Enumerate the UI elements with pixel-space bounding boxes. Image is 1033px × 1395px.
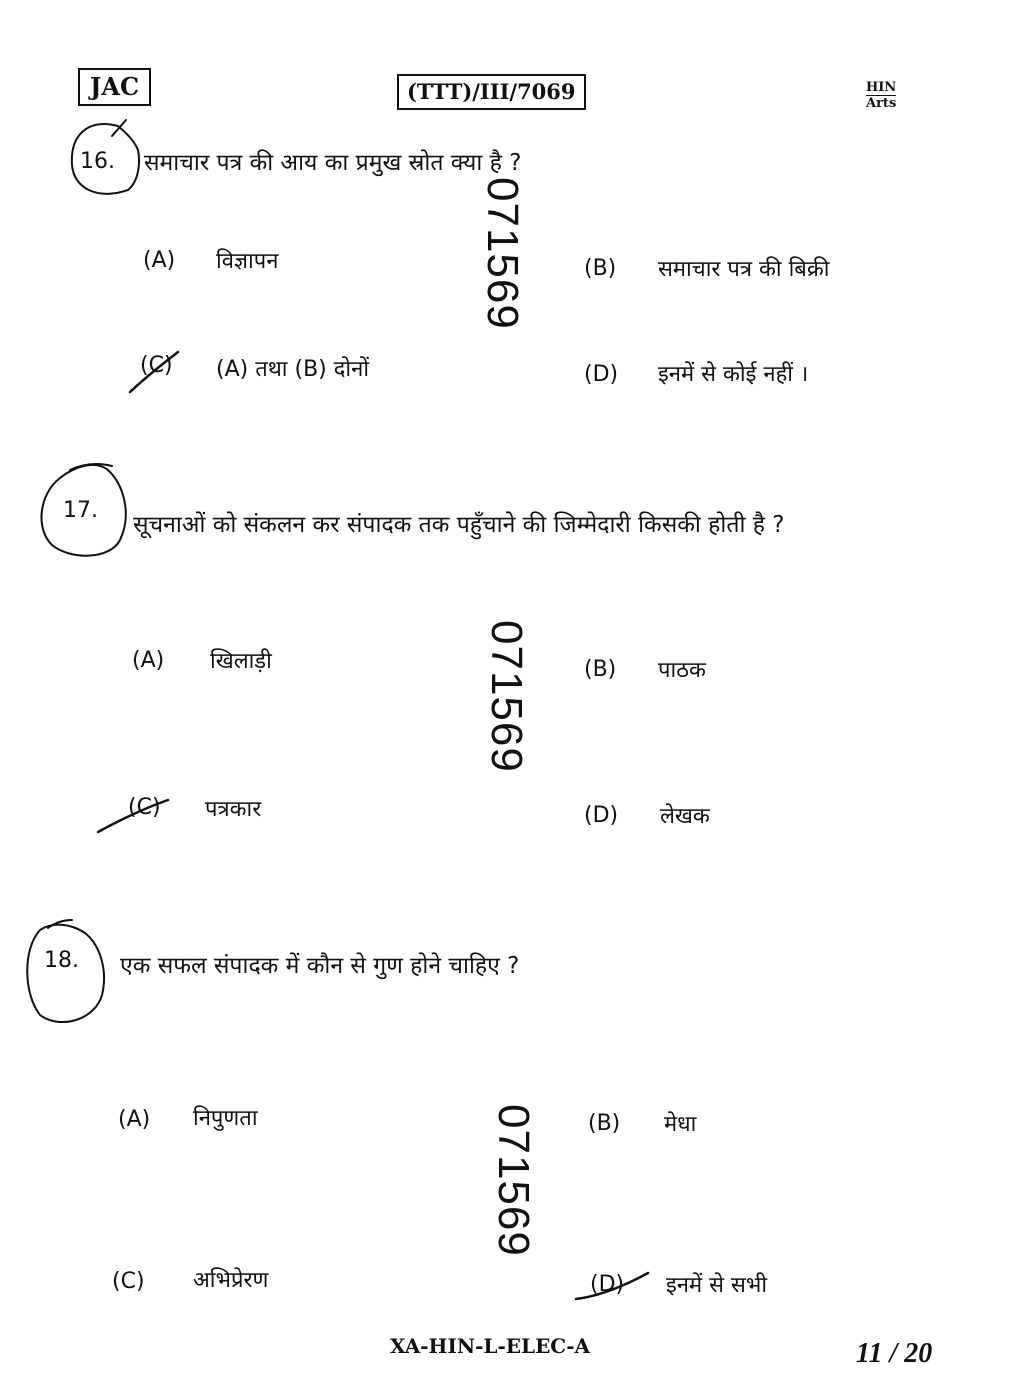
q17-option-c-label: (C) — [128, 795, 161, 820]
q17-option-d-label: (D) — [584, 803, 619, 828]
question-18-number: 18. — [44, 948, 79, 973]
q16-circle-mark — [72, 124, 139, 194]
q17-serial-stamp: 071569 — [482, 620, 531, 773]
q16-option-c-label: (C) — [140, 353, 173, 378]
q17-option-b-text: पाठक — [658, 658, 706, 683]
q17-option-a-text: खिलाड़ी — [210, 649, 272, 674]
q16-option-c-strike — [130, 352, 178, 392]
q16-option-b-label: (B) — [584, 256, 617, 281]
question-16-text: समाचार पत्र की आय का प्रमुख स्रोत क्या है ? — [144, 150, 522, 176]
board-label: JAC — [78, 68, 151, 106]
q16-option-d-label: (D) — [584, 362, 619, 387]
question-17-text: सूचनाओं को संकलन कर संपादक तक पहुँचाने की जिम्मेदारी किसकी होती है ? — [133, 512, 785, 538]
q16-option-a-text: विज्ञापन — [216, 249, 279, 274]
q18-option-d-text: इनमें से सभी — [666, 1273, 768, 1298]
subject-stream: Arts — [866, 96, 897, 111]
page-number: 11 / 20 — [856, 1338, 933, 1369]
q16-option-c-text: (A) तथा (B) दोनों — [216, 357, 370, 382]
q18-option-a-text: निपुणता — [193, 1106, 258, 1131]
q18-circle-mark — [27, 925, 104, 1022]
q18-serial-stamp: 071569 — [489, 1104, 538, 1257]
q16-option-d-text: इनमें से कोई नहीं । — [658, 362, 809, 387]
q17-option-b-label: (B) — [584, 657, 617, 682]
q18-option-b-label: (B) — [588, 1111, 621, 1136]
q18-option-d-strike — [576, 1273, 648, 1299]
q16-tick-mark — [112, 120, 126, 136]
question-18-text: एक सफल संपादक में कौन से गुण होने चाहिए ? — [120, 953, 520, 979]
question-17-number: 17. — [63, 498, 98, 523]
q17-option-a-label: (A) — [132, 648, 165, 673]
q16-option-a-label: (A) — [143, 248, 176, 273]
q17-option-d-text: लेखक — [660, 804, 710, 829]
q18-option-c-text: अभिप्रेरण — [193, 1268, 269, 1293]
q18-option-b-text: मेधा — [664, 1112, 697, 1137]
q18-option-d-label: (D) — [590, 1272, 625, 1297]
subject-code: HIN — [866, 80, 897, 95]
q16-serial-stamp: 071569 — [478, 177, 527, 330]
question-16-number: 16. — [80, 149, 115, 174]
paper-code: (TTT)/III/7069 — [397, 74, 586, 110]
q17-option-c-strike — [98, 800, 168, 832]
q17-option-c-text: पत्रकार — [205, 797, 262, 822]
q18-option-a-label: (A) — [118, 1107, 151, 1132]
footer-paper-code: XA-HIN-L-ELEC-A — [389, 1334, 591, 1358]
q17-circle-mark — [42, 465, 126, 556]
q16-option-b-text: समाचार पत्र की बिक्री — [658, 257, 830, 282]
q18-option-c-label: (C) — [112, 1269, 145, 1294]
